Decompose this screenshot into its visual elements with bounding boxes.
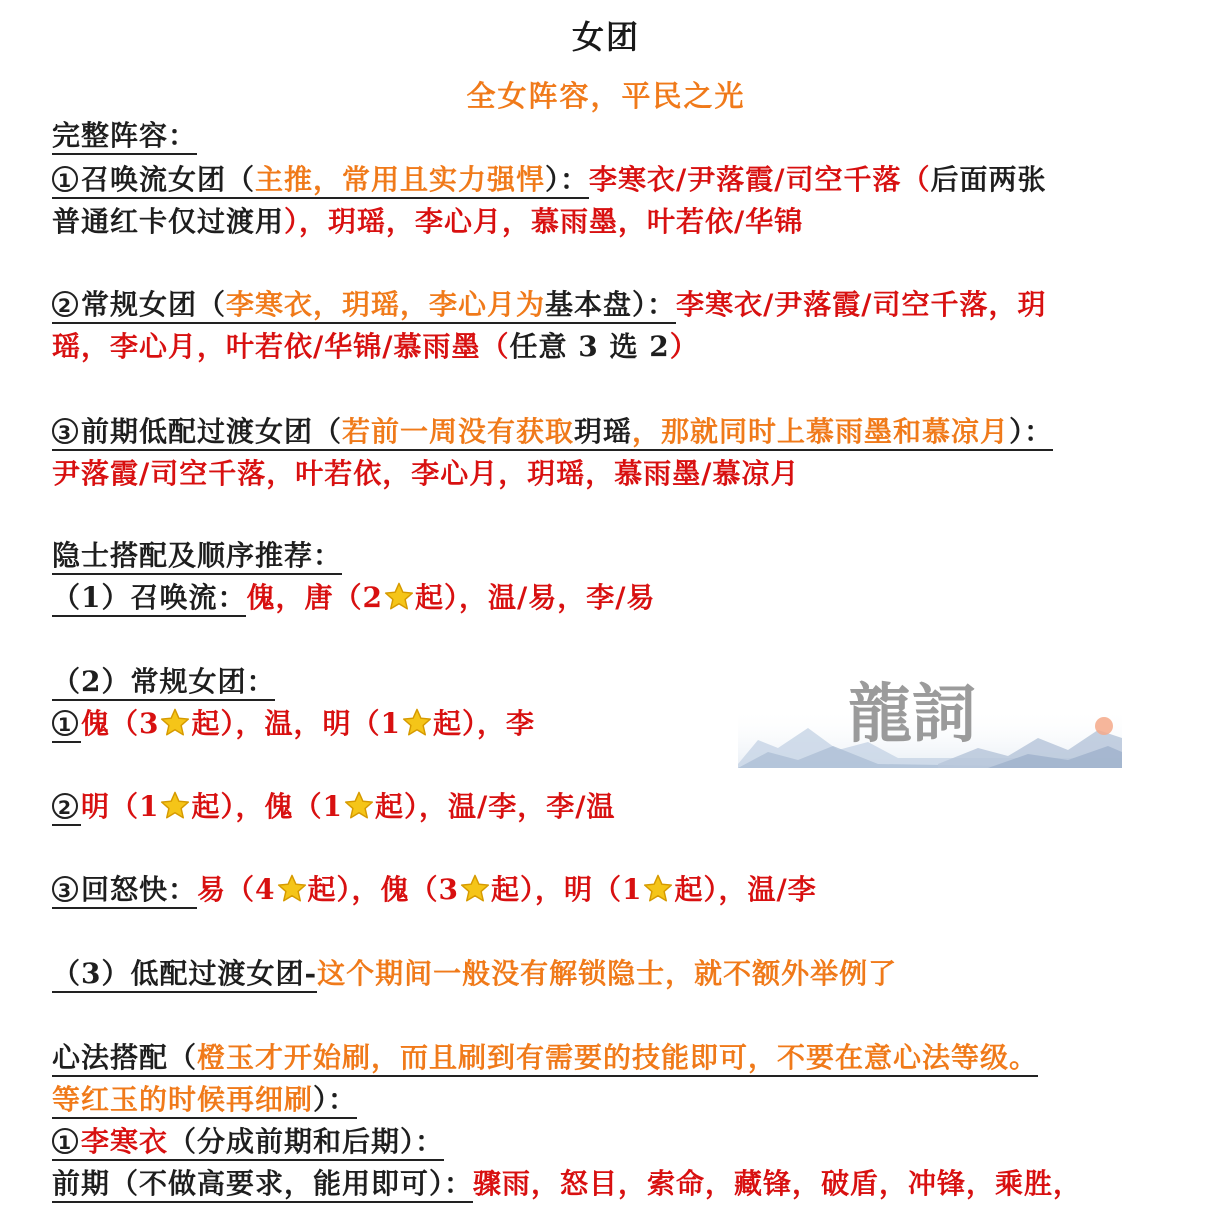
star-icon (159, 707, 191, 739)
team3-heading-a: 前期低配过渡女团（ (81, 415, 343, 448)
team2-line1 (52, 285, 1047, 325)
circled-number-icon: 2 (52, 793, 78, 819)
watermark-logo (738, 668, 1122, 768)
hermit-regular-label: （2）常规女团： (52, 665, 275, 701)
hermit-regular-heading (52, 662, 275, 702)
team1-line2 (52, 202, 803, 242)
xinfa-heading-a: 心法搭配（ (52, 1041, 198, 1074)
team1-note-cont: 普通红卡仅过渡用 (52, 205, 285, 238)
hermit-summon (52, 578, 655, 618)
team3-line2 (52, 454, 799, 494)
circled-number-icon: 3 (52, 876, 78, 902)
team2-members-a: 李寒衣/尹落霞/司空千落，玥 (676, 288, 1047, 321)
team2-heading-b: 李寒衣，玥瑶，李心月为 (226, 288, 546, 321)
team2-heading-c: 基本盘 (545, 288, 633, 321)
lineup-heading (52, 116, 197, 156)
xinfa-early-skills: 骤雨，怒目，索命，藏锋，破盾，冲锋，乘胜， (473, 1167, 1083, 1200)
team1-line1 (52, 160, 1047, 200)
xinfa-heading-b: 橙玉才开始刷，而且刷到有需要的技能即可，不要在意心法等级。 (197, 1041, 1039, 1074)
star-icon (343, 790, 375, 822)
team2-paren-close: ） (669, 330, 699, 363)
opt2-p3: 起），温/李，李/温 (374, 790, 616, 823)
xinfa-early-label: 前期（不做高要求，能用即可）： (52, 1167, 473, 1203)
opt1-p2: 起），温，明（1 (191, 707, 401, 740)
team3-heading-e: ）： (1009, 415, 1054, 448)
star-icon (159, 790, 191, 822)
page-title: 女团 (571, 18, 640, 56)
team1-members-note: 后面两张 (930, 163, 1047, 196)
opt1-p3: 起），李 (432, 707, 535, 740)
xinfa-sub1 (52, 1122, 444, 1162)
team3-heading-d: ，那就同时上慕雨墨和慕凉月 (632, 415, 1010, 448)
xinfa-heading (52, 1041, 1038, 1077)
hermit-lowcfg-label: （3）低配过渡女团- (52, 957, 317, 993)
team1-heading-c: ）： (545, 163, 590, 196)
lineup-heading-text: 完整阵容： (52, 119, 197, 155)
hermit-regular-opt3 (52, 870, 817, 910)
xinfa-line2-b: ）： (313, 1083, 358, 1116)
xinfa-sub1-rest: （分成前期和后期）： (168, 1125, 445, 1158)
xinfa-sub1-head (52, 1125, 444, 1161)
team2-members-b: 瑶，李心月，叶若依/华锦/慕雨墨 (52, 330, 481, 363)
hermit-regular-opt2 (52, 787, 615, 827)
star-icon (401, 707, 433, 739)
hermit-summon-p2: 起），温/易，李/易 (414, 581, 656, 614)
team1-heading-b: 主推，常用且实力强悍 (255, 163, 546, 196)
team2-heading-d: ）： (632, 288, 677, 321)
team2-pick-note: 任意 3 选 2 (509, 330, 670, 363)
team1-members-a: 李寒衣/尹落霞/司空千落（ (589, 163, 931, 196)
xinfa-early (52, 1164, 1082, 1204)
opt3-label (52, 873, 197, 909)
page-subtitle: 全女阵容，平民之光 (466, 79, 746, 113)
team1-heading (52, 163, 589, 199)
team2-paren-open: （ (480, 330, 510, 363)
circled-number-icon: 1 (52, 166, 78, 192)
team3-line1 (52, 412, 1053, 452)
opt3-p2: 起），傀（3 (307, 873, 459, 906)
xinfa-sub1-name: 李寒衣 (81, 1125, 169, 1158)
star-icon (276, 873, 308, 905)
opt1-p1: 傀（3 (81, 707, 160, 740)
team2-line2 (52, 327, 699, 367)
xinfa-line1 (52, 1038, 1038, 1078)
option-number (52, 790, 81, 826)
team3-heading-c: 玥瑶 (574, 415, 633, 448)
opt3-p4: 起），温/李 (674, 873, 817, 906)
star-icon (459, 873, 491, 905)
xinfa-line2-a: 等红玉的时候再细刷 (52, 1083, 314, 1116)
circled-number-icon: 1 (52, 1128, 78, 1154)
option-number (52, 707, 81, 743)
xinfa-heading-cont (52, 1083, 357, 1119)
opt3-p1: 易（4 (197, 873, 276, 906)
team3-members: 尹落霞/司空千落，叶若依，李心月，玥瑶，慕雨墨/慕凉月 (52, 457, 800, 490)
team1-members-b: ），玥瑶，李心月，慕雨墨，叶若依/华锦 (284, 205, 804, 238)
opt3-p3: 起），明（1 (490, 873, 643, 906)
hermit-heading (52, 536, 342, 576)
circled-number-icon: 3 (52, 418, 78, 444)
hermit-summon-p1: 傀，唐（2 (246, 581, 383, 614)
circled-number-icon: 1 (52, 710, 78, 736)
team3-heading-b: 若前一周没有获取 (342, 415, 575, 448)
hermit-lowcfg-text: 这个期间一般没有解锁隐士，就不额外举例了 (317, 957, 898, 990)
hermit-regular-opt1 (52, 704, 535, 744)
team2-heading (52, 288, 676, 324)
hermit-lowcfg (52, 954, 897, 994)
hermit-summon-label: （1）召唤流： (52, 581, 246, 617)
circled-number-icon: 2 (52, 291, 78, 317)
team3-heading (52, 415, 1053, 451)
opt2-p1: 明（1 (81, 790, 160, 823)
star-icon (383, 581, 415, 613)
watermark-text: 龍詞 (848, 677, 976, 752)
star-icon (642, 873, 674, 905)
team1-heading-a: 召唤流女团（ (81, 163, 256, 196)
hermit-heading-text: 隐士搭配及顺序推荐： (52, 539, 342, 575)
opt3-label-text: 回怒快： (81, 873, 198, 906)
team2-heading-a: 常规女团（ (81, 288, 227, 321)
opt2-p2: 起），傀（1 (191, 790, 343, 823)
xinfa-line2 (52, 1080, 357, 1120)
